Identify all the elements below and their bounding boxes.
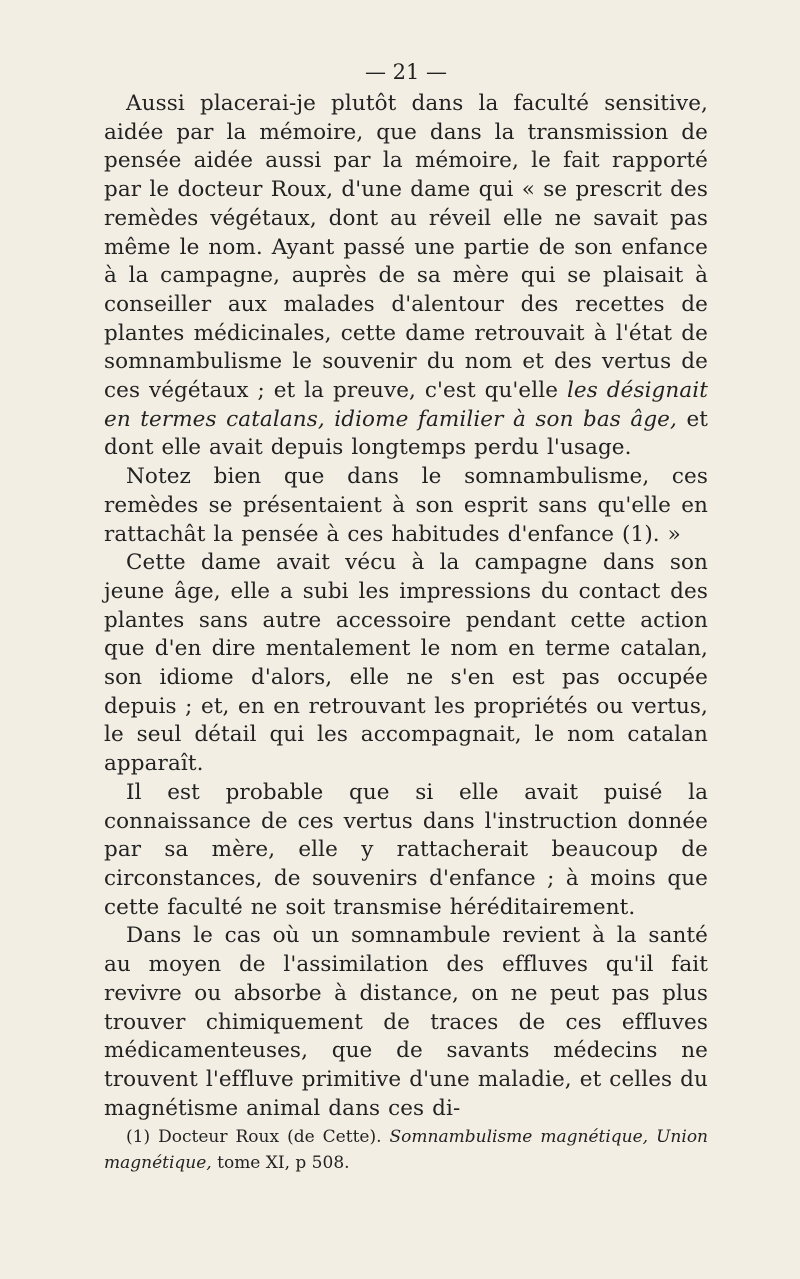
italic-text-run: les désignait en termes catalans, idiome familier à son bas âge, [104,378,709,432]
text-run: tome XI, p 508. [211,1153,350,1173]
body-text [104,90,708,1123]
text-run: Il est probable que si elle avait puisé la connaissance de ces vertus dans l'instruction donnée par sa mère, elle y rattacherait beaucoup de circonstances, de souvenirs d'enfance ; à moins que cette faculté ne soit transmise héréditairement. [104,779,708,920]
footnote-text [104,1124,708,1176]
text-run: (1) Docteur Roux (de Cette). [126,1127,390,1147]
text-run: Notez bien que dans le somnambulisme, ces remèdes se présentaient à son esprit sans qu'elle en rattachât la pensée à ces habitudes d'enfance (1). » [104,464,708,547]
page-number: — 21 — [364,60,448,84]
paragraph-2 [104,463,708,549]
text-run: Aussi placerai-je plutôt dans la faculté sensitive, aidée par la mémoire, que dans la transmission de pensée aidée aussi par la mémoire, le fait rapporté par le docteur Roux, d'une dame qui « se prescrit des remèdes végétaux, dont au réveil elle ne savait pas même le nom. Ayant passé une partie de son enfance à la campagne, auprès de sa mère qui se plaisait à conseiller aux malades d'alentour des recettes de plantes médicinales, cette dame retrouvait à l'état de somnambulisme le souvenir du nom et des vertus de ces végétaux ; et la preuve, c'est qu'elle [104,91,708,404]
text-run: Cette dame avait vécu à la campagne dans son jeune âge, elle a subi les impressions du contact des plantes sans autre accessoire pendant cette action que d'en dire mentalement le nom en terme catalan, son idiome d'alors, elle ne s'en est pas occupée depuis ; et, en en retrouvant les propriétés ou vertus, le seul détail qui les accompagnait, le nom catalan apparaît. [104,550,708,777]
paragraph-4 [104,779,708,923]
text-run: Dans le cas où un somnambule revient à la santé au moyen de l'assimilation des effluves qu'il fait revivre ou absorbe à distance, on ne peut pas plus trouver chimiquement de traces de ces effluves médicamenteuses, que de savants médecins ne trouvent l'effluve primitive d'une maladie, et celles du magnétisme animal dans ces di- [104,923,708,1121]
footnote [104,1124,708,1176]
text-run: et dont elle avait depuis longtemps perdu l'usage. [104,406,709,461]
paragraph-5 [104,922,708,1123]
paragraph-3 [104,549,708,779]
paragraph-1 [104,90,708,463]
italic-text-run: Somnambulisme magnétique, Union magnétique, [104,1127,708,1173]
